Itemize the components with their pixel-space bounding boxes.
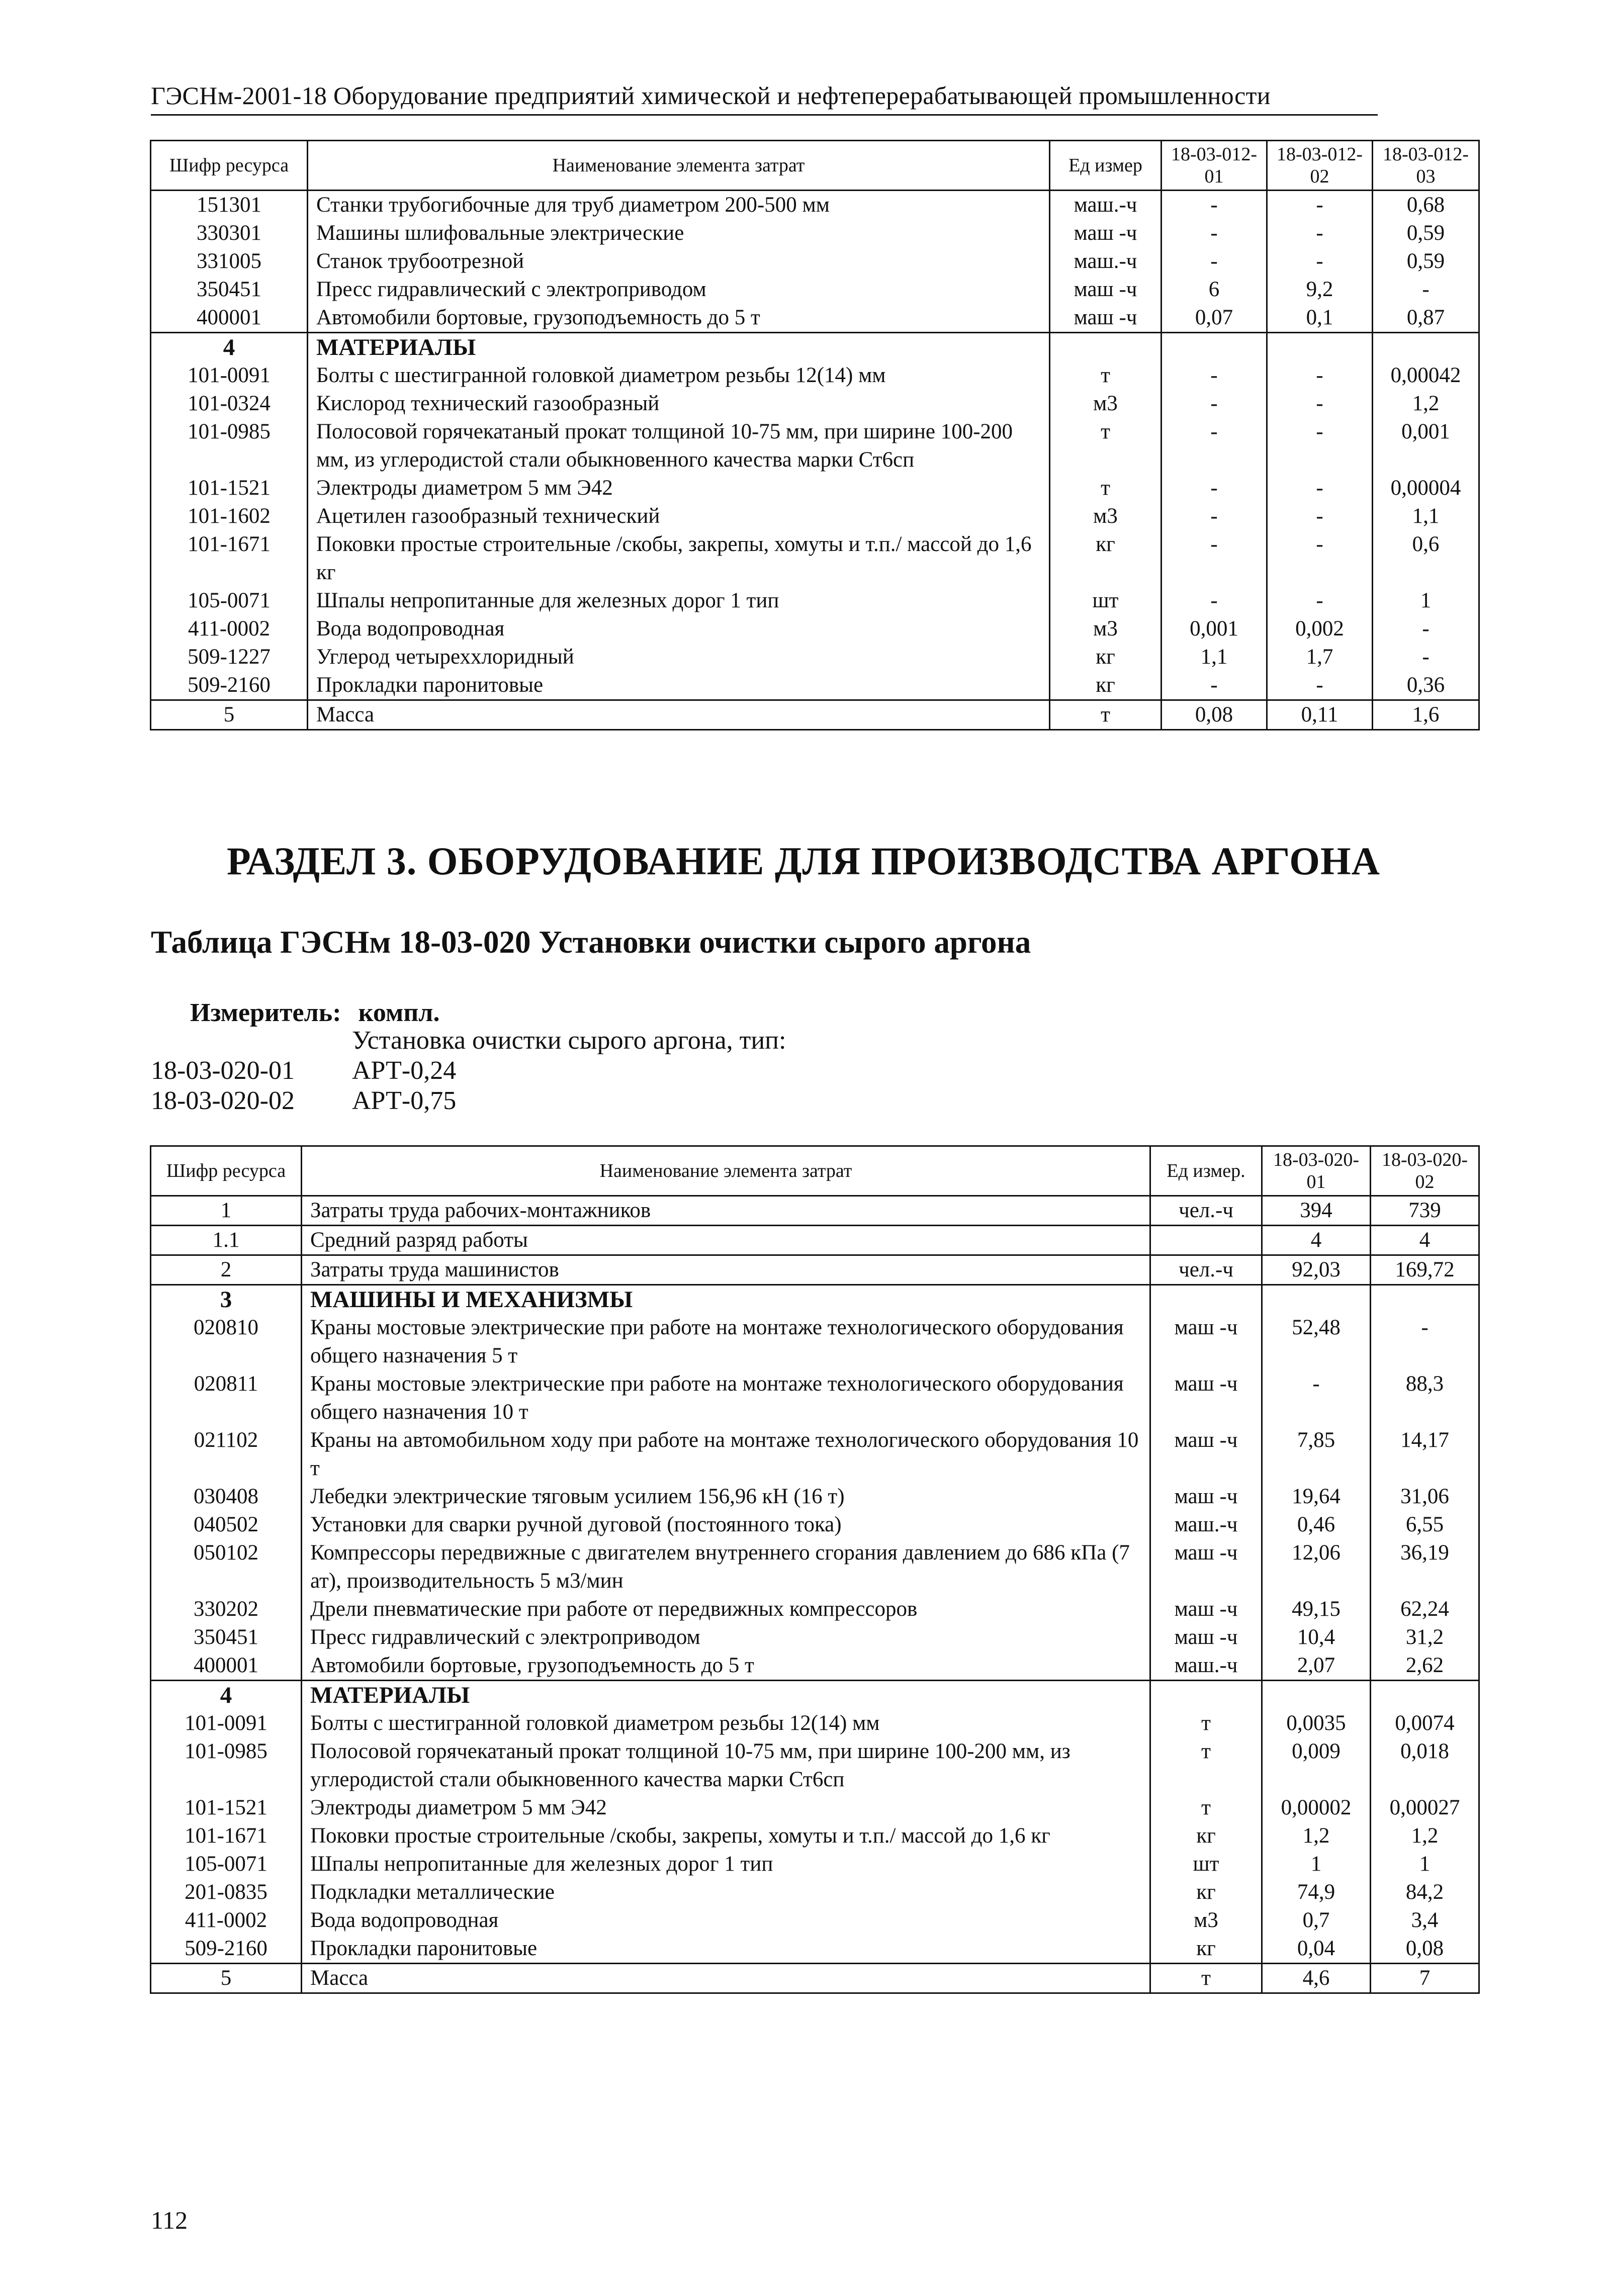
unit-cell: маш -ч (1050, 304, 1162, 333)
resource-name: Углерод четыреххлоридный (308, 643, 1050, 671)
resource-code: 330202 (194, 1597, 258, 1621)
unit-cell: т (1150, 1709, 1262, 1737)
value-cell: 31,2 (1371, 1623, 1479, 1651)
value-cell: 0,0035 (1262, 1709, 1371, 1737)
unit-cell: т (1150, 1964, 1262, 1993)
value-cell: 1,2 (1373, 390, 1479, 418)
unit-cell: м3 (1050, 502, 1162, 530)
table-row (151, 474, 1479, 502)
value-cell: 0,002 (1267, 615, 1373, 643)
value-cell: - (1267, 361, 1373, 390)
value-cell: 2,62 (1371, 1651, 1479, 1681)
resource-code: 201-0835 (185, 1880, 267, 1904)
value-cell: - (1267, 671, 1373, 700)
unit-cell: кг (1150, 1822, 1262, 1850)
value-cell: 0,68 (1373, 191, 1479, 220)
table-row (151, 275, 1479, 304)
unit-cell: кг (1050, 671, 1162, 700)
value-cell: 1,7 (1267, 643, 1373, 671)
unit-cell (1150, 1681, 1262, 1710)
value-cell: - (1162, 361, 1267, 390)
page-header: ГЭСНм-2001-18 Оборудование предприятий химической и нефтеперерабатывающей промышленности (151, 81, 1271, 110)
col-header-name: Наименование элемента затрат (308, 141, 1050, 191)
section-row (151, 333, 1479, 362)
page-number: 112 (151, 2206, 188, 2234)
table-row (151, 1794, 1479, 1822)
value-cell: 0,0074 (1371, 1709, 1479, 1737)
unit-cell: кг (1050, 643, 1162, 671)
value-cell: 6 (1162, 275, 1267, 304)
table-row (151, 191, 1479, 220)
header-divider (151, 114, 1378, 116)
resource-name: Подкладки металлические (302, 1878, 1150, 1906)
table-row (151, 390, 1479, 418)
resource-name: Электроды диаметром 5 мм Э42 (308, 474, 1050, 502)
resource-code: 330301 (197, 221, 261, 245)
resource-code: 101-0091 (188, 363, 271, 387)
resource-name: Автомобили бортовые, грузоподъемность до 5 т (308, 304, 1050, 333)
value-cell: - (1162, 474, 1267, 502)
resource-code: 5 (151, 1964, 302, 1993)
value-cell: 10,4 (1262, 1623, 1371, 1651)
value-cell: 0,08 (1371, 1935, 1479, 1964)
value-cell: - (1373, 643, 1479, 671)
value-cell: 1 (1371, 1850, 1479, 1878)
unit-cell: кг (1050, 530, 1162, 587)
resource-name: Краны мостовые электрические при работе на монтаже технологического оборудования общего назначения 10 т (302, 1370, 1150, 1426)
value-cell: 3,4 (1371, 1906, 1479, 1935)
value-cell: 1 (1373, 587, 1479, 615)
resource-name: Автомобили бортовые, грузоподъемность до 5 т (302, 1651, 1150, 1681)
value-cell: 0,04 (1262, 1935, 1371, 1964)
table-row (151, 1483, 1479, 1511)
resource-code: 105-0071 (188, 589, 271, 612)
table-row (151, 671, 1479, 700)
table-row (151, 1314, 1479, 1370)
unit-cell: маш -ч (1050, 219, 1162, 247)
resource-code: 030408 (194, 1485, 258, 1508)
value-cell: 88,3 (1371, 1370, 1479, 1426)
col-header-unit: Ед измер. (1150, 1146, 1262, 1196)
value-cell: 4 (1371, 1226, 1479, 1255)
value-cell: - (1267, 502, 1373, 530)
resource-name: Поковки простые строительные /скобы, закрепы, хомуты и т.п./ массой до 1,6 кг (308, 530, 1050, 587)
value-cell: - (1162, 219, 1267, 247)
resource-code: 020811 (194, 1372, 258, 1396)
resource-name: Полосовой горячекатаный прокат толщиной 10-75 мм, при ширине 100-200 мм, из углеродистой стали обыкновенного качества марки Ст6сп (302, 1737, 1150, 1794)
resource-code: 400001 (197, 306, 261, 329)
value-cell: 12,06 (1262, 1539, 1371, 1595)
resource-table-18-03-020 (150, 1145, 1480, 1994)
value-cell: - (1162, 587, 1267, 615)
resource-code: 101-1671 (185, 1824, 267, 1848)
value-cell: 74,9 (1262, 1878, 1371, 1906)
resource-code: 021102 (194, 1428, 258, 1452)
table-row (151, 1255, 1479, 1285)
value-cell: 62,24 (1371, 1595, 1479, 1623)
resource-code: 040502 (194, 1513, 258, 1536)
value-cell (1371, 1285, 1479, 1314)
table-row (151, 1850, 1479, 1878)
unit-cell: кг (1150, 1878, 1262, 1906)
resource-name: Шпалы непропитанные для железных дорог 1 тип (302, 1850, 1150, 1878)
section-row (151, 1285, 1479, 1314)
resource-code: 3 (151, 1285, 302, 1314)
resource-code: 101-1671 (188, 532, 271, 556)
value-cell: - (1267, 390, 1373, 418)
value-cell: - (1267, 418, 1373, 474)
unit-cell: маш -ч (1150, 1314, 1262, 1370)
table-row (151, 1226, 1479, 1255)
value-cell: 4 (1262, 1226, 1371, 1255)
value-cell: - (1162, 390, 1267, 418)
resource-code: 101-0985 (185, 1739, 267, 1763)
variant-type: АРТ-0,75 (352, 1086, 457, 1115)
table-row (151, 1737, 1479, 1794)
col-header-c3: 18-03-012-03 (1373, 141, 1479, 191)
resource-code: 1.1 (151, 1226, 302, 1255)
resource-name: Станок трубоотрезной (308, 247, 1050, 275)
table-row (151, 502, 1479, 530)
value-cell (1162, 333, 1267, 362)
table-header-row (151, 141, 1479, 191)
value-cell: 52,48 (1262, 1314, 1371, 1370)
value-cell: - (1162, 671, 1267, 700)
value-cell: 49,15 (1262, 1595, 1371, 1623)
value-cell: 0,00002 (1262, 1794, 1371, 1822)
unit-cell: маш.-ч (1150, 1651, 1262, 1681)
value-cell (1267, 333, 1373, 362)
resource-name: Средний разряд работы (302, 1226, 1150, 1255)
value-cell: - (1371, 1314, 1479, 1370)
resource-name: Пресс гидравлический с электроприводом (308, 275, 1050, 304)
value-cell: 14,17 (1371, 1426, 1479, 1483)
col-header-unit: Ед измер (1050, 141, 1162, 191)
value-cell: 1,2 (1262, 1822, 1371, 1850)
install-label: Установка очистки сырого аргона, тип: (352, 1026, 786, 1055)
table-row (151, 1935, 1479, 1964)
table-row (151, 643, 1479, 671)
resource-code: 509-1227 (188, 645, 271, 669)
resource-code: 509-2160 (185, 1937, 267, 1960)
unit-cell (1150, 1226, 1262, 1255)
meter-label: Измеритель: (190, 998, 341, 1027)
value-cell: 0,36 (1373, 671, 1479, 700)
value-cell: 1,6 (1373, 700, 1479, 730)
table-row (151, 1651, 1479, 1681)
resource-name: МАШИНЫ И МЕХАНИЗМЫ (302, 1285, 1150, 1314)
value-cell: - (1373, 275, 1479, 304)
resource-name: Вода водопроводная (302, 1906, 1150, 1935)
resource-code: 4 (151, 1681, 302, 1710)
resource-code: 350451 (197, 278, 261, 301)
resource-code: 4 (151, 333, 308, 362)
value-cell: 0,001 (1373, 418, 1479, 474)
resource-name: Болты с шестигранной головкой диаметром резьбы 12(14) мм (308, 361, 1050, 390)
unit-cell: т (1050, 361, 1162, 390)
value-cell: 394 (1262, 1196, 1371, 1226)
unit-cell: маш.-ч (1050, 247, 1162, 275)
value-cell: - (1162, 418, 1267, 474)
resource-name: Краны на автомобильном ходу при работе на монтаже технологического оборудования 10 т (302, 1426, 1150, 1483)
value-cell: 0,00042 (1373, 361, 1479, 390)
value-cell: 0,00027 (1371, 1794, 1479, 1822)
value-cell: - (1262, 1370, 1371, 1426)
value-cell: - (1162, 530, 1267, 587)
value-cell: 169,72 (1371, 1255, 1479, 1285)
unit-cell (1150, 1285, 1262, 1314)
value-cell: 1 (1262, 1850, 1371, 1878)
value-cell: - (1162, 191, 1267, 220)
resource-code: 1 (220, 1199, 232, 1222)
value-cell: - (1162, 247, 1267, 275)
table-row (151, 1196, 1479, 1226)
table-row (151, 700, 1479, 730)
value-cell: 9,2 (1267, 275, 1373, 304)
variant-type: АРТ-0,24 (352, 1056, 457, 1085)
value-cell: 0,7 (1262, 1906, 1371, 1935)
value-cell: 0,11 (1267, 700, 1373, 730)
table-row (151, 1623, 1479, 1651)
value-cell: 0,07 (1162, 304, 1267, 333)
table-row (151, 587, 1479, 615)
table-row (151, 530, 1479, 587)
section-row (151, 1681, 1479, 1710)
resource-name: Машины шлифовальные электрические (308, 219, 1050, 247)
resource-name: Дрели пневматические при работе от передвижных компрессоров (302, 1595, 1150, 1623)
unit-cell: маш.-ч (1150, 1511, 1262, 1539)
table-row (151, 304, 1479, 333)
resource-name: Вода водопроводная (308, 615, 1050, 643)
value-cell: 0,001 (1162, 615, 1267, 643)
value-cell: - (1373, 615, 1479, 643)
variant-code: 18-03-020-01 (151, 1056, 295, 1085)
value-cell: - (1162, 502, 1267, 530)
resource-name: Болты с шестигранной головкой диаметром резьбы 12(14) мм (302, 1709, 1150, 1737)
section-title: РАЗДЕЛ 3. ОБОРУДОВАНИЕ ДЛЯ ПРОИЗВОДСТВА АРГОНА (227, 839, 1380, 883)
table-row (151, 1964, 1479, 1993)
table-row (151, 361, 1479, 390)
resource-name: Электроды диаметром 5 мм Э42 (302, 1794, 1150, 1822)
col-header-c2: 18-03-020-02 (1371, 1146, 1479, 1196)
resource-name: Кислород технический газообразный (308, 390, 1050, 418)
value-cell: 1,1 (1162, 643, 1267, 671)
resource-code: 020810 (194, 1316, 258, 1339)
unit-cell: т (1050, 474, 1162, 502)
resource-code: 101-0985 (188, 420, 271, 443)
col-header-code: Шифр ресурса (151, 141, 308, 191)
variant-row (151, 1056, 456, 1085)
value-cell: 7 (1371, 1964, 1479, 1993)
resource-code: 105-0071 (185, 1852, 267, 1876)
resource-code: 050102 (194, 1541, 258, 1565)
resource-name: Пресс гидравлический с электроприводом (302, 1623, 1150, 1651)
resource-code: 101-0091 (185, 1711, 267, 1735)
resource-name: Лебедки электрические тяговым усилием 156,96 кН (16 т) (302, 1483, 1150, 1511)
resource-name: МАТЕРИАЛЫ (302, 1681, 1150, 1710)
value-cell (1373, 333, 1479, 362)
value-cell: 2,07 (1262, 1651, 1371, 1681)
unit-cell (1050, 333, 1162, 362)
value-cell (1262, 1681, 1371, 1710)
col-header-c1: 18-03-020-01 (1262, 1146, 1371, 1196)
unit-cell: маш -ч (1050, 275, 1162, 304)
resource-name: Краны мостовые электрические при работе на монтаже технологического оборудования общего назначения 5 т (302, 1314, 1150, 1370)
col-header-code: Шифр ресурса (151, 1146, 302, 1196)
unit-cell: т (1150, 1794, 1262, 1822)
value-cell: 0,00004 (1373, 474, 1479, 502)
value-cell: 31,06 (1371, 1483, 1479, 1511)
resource-name: Масса (302, 1964, 1150, 1993)
value-cell (1371, 1681, 1479, 1710)
resource-code: 2 (151, 1255, 302, 1285)
table-row (151, 1539, 1479, 1595)
col-header-c2: 18-03-012-02 (1267, 141, 1373, 191)
resource-code: 5 (151, 700, 308, 730)
value-cell: 36,19 (1371, 1539, 1479, 1595)
resource-code: 350451 (194, 1625, 258, 1649)
unit-cell: маш.-ч (1050, 191, 1162, 220)
unit-cell: м3 (1050, 615, 1162, 643)
value-cell: - (1267, 530, 1373, 587)
value-cell: 0,59 (1373, 219, 1479, 247)
resource-name: Масса (308, 700, 1050, 730)
value-cell: 739 (1371, 1196, 1479, 1226)
value-cell: 7,85 (1262, 1426, 1371, 1483)
resource-code: 151301 (197, 193, 261, 217)
value-cell (1262, 1285, 1371, 1314)
unit-cell: маш -ч (1150, 1370, 1262, 1426)
table-row (151, 247, 1479, 275)
value-cell: - (1267, 474, 1373, 502)
value-cell: 92,03 (1262, 1255, 1371, 1285)
col-header-c1: 18-03-012-01 (1162, 141, 1267, 191)
resource-name: Ацетилен газообразный технический (308, 502, 1050, 530)
col-header-name: Наименование элемента затрат (302, 1146, 1150, 1196)
variant-row (151, 1086, 456, 1116)
unit-cell: маш -ч (1150, 1539, 1262, 1595)
variant-code: 18-03-020-02 (151, 1086, 295, 1115)
value-cell: 1,1 (1373, 502, 1479, 530)
resource-code: 509-2160 (188, 673, 271, 697)
table-row (151, 418, 1479, 474)
resource-name: Прокладки паронитовые (308, 671, 1050, 700)
value-cell: - (1267, 219, 1373, 247)
unit-cell: т (1050, 700, 1162, 730)
resource-name: Затраты труда рабочих-монтажников (302, 1196, 1150, 1226)
resource-code: 411-0002 (185, 1908, 267, 1932)
unit-cell: м3 (1150, 1906, 1262, 1935)
resource-code: 101-1521 (185, 1796, 267, 1819)
value-cell: 6,55 (1371, 1511, 1479, 1539)
resource-name: Шпалы непропитанные для железных дорог 1 тип (308, 587, 1050, 615)
resource-name: Поковки простые строительные /скобы, закрепы, хомуты и т.п./ массой до 1,6 кг (302, 1822, 1150, 1850)
unit-cell: т (1150, 1737, 1262, 1794)
resource-code: 400001 (194, 1654, 258, 1677)
value-cell: 19,64 (1262, 1483, 1371, 1511)
meter-line (190, 998, 457, 1028)
unit-cell: чел.-ч (1150, 1255, 1262, 1285)
table-row (151, 1370, 1479, 1426)
table-row (151, 1511, 1479, 1539)
value-cell: - (1267, 191, 1373, 220)
resource-name: МАТЕРИАЛЫ (308, 333, 1050, 362)
resource-code: 331005 (197, 249, 261, 273)
value-cell: - (1267, 247, 1373, 275)
resource-code: 411-0002 (188, 617, 271, 640)
unit-cell: маш -ч (1150, 1426, 1262, 1483)
resource-name: Компрессоры передвижные с двигателем внутреннего сгорания давлением до 686 кПа (7 ат), производительность 5 м3/мин (302, 1539, 1150, 1595)
value-cell: 0,1 (1267, 304, 1373, 333)
table-header-row (151, 1146, 1479, 1196)
table-row (151, 1709, 1479, 1737)
value-cell: 84,2 (1371, 1878, 1479, 1906)
value-cell: 0,59 (1373, 247, 1479, 275)
table-row (151, 615, 1479, 643)
table-row (151, 1595, 1479, 1623)
value-cell: - (1267, 587, 1373, 615)
resource-name: Затраты труда машинистов (302, 1255, 1150, 1285)
value-cell: 0,018 (1371, 1737, 1479, 1794)
resource-code: 101-1521 (188, 476, 271, 500)
resource-table-18-03-012 (150, 140, 1480, 730)
value-cell: 0,009 (1262, 1737, 1371, 1794)
unit-cell: маш -ч (1150, 1623, 1262, 1651)
value-cell: 1,2 (1371, 1822, 1479, 1850)
value-cell: 0,87 (1373, 304, 1479, 333)
resource-code: 101-1602 (188, 504, 271, 528)
resource-name: Прокладки паронитовые (302, 1935, 1150, 1964)
resource-code: 101-0324 (188, 392, 271, 415)
table-row (151, 219, 1479, 247)
unit-cell: чел.-ч (1150, 1196, 1262, 1226)
table-row (151, 1906, 1479, 1935)
unit-cell: маш -ч (1150, 1483, 1262, 1511)
resource-name: Полосовой горячекатаный прокат толщиной 10-75 мм, при ширине 100-200 мм, из углеродистой стали обыкновенного качества марки Ст6сп (308, 418, 1050, 474)
table-row (151, 1878, 1479, 1906)
unit-cell: шт (1150, 1850, 1262, 1878)
value-cell: 4,6 (1262, 1964, 1371, 1993)
value-cell: 0,6 (1373, 530, 1479, 587)
unit-cell: т (1050, 418, 1162, 474)
unit-cell: кг (1150, 1935, 1262, 1964)
unit-cell: шт (1050, 587, 1162, 615)
unit-cell: м3 (1050, 390, 1162, 418)
resource-name: Установки для сварки ручной дуговой (постоянного тока) (302, 1511, 1150, 1539)
unit-cell: маш -ч (1150, 1595, 1262, 1623)
value-cell: 0,08 (1162, 700, 1267, 730)
table-row (151, 1822, 1479, 1850)
resource-name: Станки трубогибочные для труб диаметром 200-500 мм (308, 191, 1050, 220)
table-row (151, 1426, 1479, 1483)
meter-value: компл. (358, 998, 440, 1027)
value-cell: 0,46 (1262, 1511, 1371, 1539)
table-title: Таблица ГЭСНм 18-03-020 Установки очистки сырого аргона (151, 925, 1031, 960)
